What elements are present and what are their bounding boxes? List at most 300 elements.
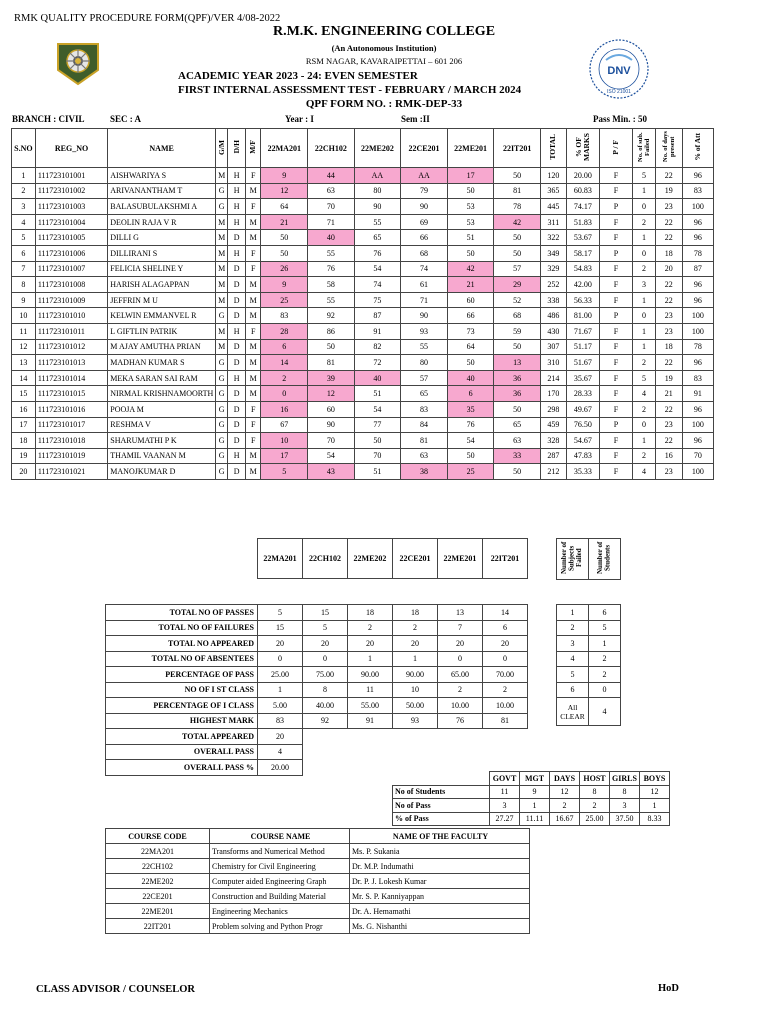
subjects-failed: 5 — [633, 168, 656, 184]
summary-row — [106, 605, 528, 621]
student-name: MANOJKUMAR D — [108, 464, 216, 480]
summary-empty — [303, 744, 348, 760]
summary-label: PERCENTAGE OF PASS — [106, 667, 258, 683]
col-dh: D/H — [228, 129, 246, 168]
autonomous-label: (An Autonomous Institution) — [331, 43, 437, 53]
subject-mark: 52 — [494, 292, 541, 308]
subject-mark: 6 — [261, 339, 308, 355]
course-code-header: COURSE CODE — [106, 829, 210, 844]
student-name: M AJAY AMUTHA PRIAN — [108, 339, 216, 355]
table-row — [12, 308, 714, 324]
category-header: HOST — [580, 772, 610, 786]
summary-value: 81 — [483, 713, 528, 729]
subject-mark: 82 — [354, 339, 401, 355]
days-present: 16 — [655, 448, 682, 464]
pass-min-label: Pass Min. : 50 — [593, 114, 647, 124]
subject-mark: 9 — [261, 277, 308, 293]
student-name: MEKA SARAN SAI RAM — [108, 370, 216, 386]
students-count: 5 — [589, 620, 621, 636]
category-corner — [393, 772, 490, 786]
summary-value: 75.00 — [303, 667, 348, 683]
summary-empty — [438, 729, 483, 745]
failure-count-header — [556, 538, 621, 580]
subject-mark: 50 — [494, 339, 541, 355]
subject-mark: 50 — [308, 339, 355, 355]
col-22ma201: 22MA201 — [261, 129, 308, 168]
subject-mark: 63 — [401, 448, 448, 464]
serial-number: 2 — [12, 183, 36, 199]
quota: G — [215, 433, 227, 449]
reg-number: 111723101010 — [35, 308, 107, 324]
summary-row — [106, 667, 528, 683]
percent-marks: 28.33 — [566, 386, 599, 402]
percent-marks: 35.67 — [566, 370, 599, 386]
student-name: SHARUMATHI P K — [108, 433, 216, 449]
percent-marks: 74.17 — [566, 199, 599, 215]
percent-marks: 47.83 — [566, 448, 599, 464]
quota: G — [215, 448, 227, 464]
summary-value: 10 — [393, 682, 438, 698]
summary-value: 0 — [303, 651, 348, 667]
summary-label: OVERALL PASS — [106, 744, 258, 760]
summary-value: 25.00 — [258, 667, 303, 683]
gender: F — [245, 245, 261, 261]
subject-mark: 59 — [494, 323, 541, 339]
days-present: 22 — [655, 433, 682, 449]
summary-value: 2 — [483, 682, 528, 698]
percent-marks: 60.83 — [566, 183, 599, 199]
days-present: 22 — [655, 277, 682, 293]
days-present: 18 — [655, 245, 682, 261]
pass-fail: F — [599, 230, 632, 246]
summary-empty — [303, 729, 348, 745]
col-sno: S.NO — [12, 129, 36, 168]
summary-empty — [483, 744, 528, 760]
subject-mark: 16 — [261, 401, 308, 417]
student-name: KELWIN EMMANVEL R — [108, 308, 216, 324]
category-header: BOYS — [640, 772, 670, 786]
subject-mark: 2 — [261, 370, 308, 386]
test-name: FIRST INTERNAL ASSESSMENT TEST - FEBRUARY / MARCH 2024 — [178, 84, 522, 96]
days-present: 22 — [655, 168, 682, 184]
serial-number: 15 — [12, 386, 36, 402]
subjects-failed: 0 — [633, 199, 656, 215]
percent-marks: 53.67 — [566, 230, 599, 246]
col-mf: M/F — [245, 129, 261, 168]
category-value: 12 — [640, 785, 670, 799]
total-marks: 445 — [540, 199, 566, 215]
subject-mark: 33 — [494, 448, 541, 464]
category-value: 16.67 — [550, 812, 580, 826]
category-row — [393, 812, 670, 826]
days-present: 22 — [655, 230, 682, 246]
summary-empty — [483, 729, 528, 745]
subject-mark: 83 — [401, 401, 448, 417]
category-value: 2 — [550, 799, 580, 813]
subject-mark: 66 — [401, 230, 448, 246]
subject-mark: 70 — [308, 199, 355, 215]
col-22ce201: 22CE201 — [401, 129, 448, 168]
summary-value: 18 — [348, 605, 393, 621]
total-marks: 486 — [540, 308, 566, 324]
subject-mark: 81 — [494, 183, 541, 199]
subject-mark: 12 — [261, 183, 308, 199]
subject-mark: 61 — [401, 277, 448, 293]
faculty-name: Dr. M.P. Indumathi — [350, 859, 530, 874]
summary-table-body — [106, 605, 528, 776]
attendance-percent: 96 — [682, 401, 713, 417]
day-hostel: D — [228, 308, 246, 324]
subjects-failed: 1 — [633, 292, 656, 308]
quota: M — [215, 292, 227, 308]
day-hostel: H — [228, 245, 246, 261]
summary-label: NO OF I ST CLASS — [106, 682, 258, 698]
pass-fail: F — [599, 323, 632, 339]
subject-mark: 76 — [447, 417, 494, 433]
college-address: RSM NAGAR, KAVARAIPETTAI – 601 206 — [305, 56, 463, 66]
subject-mark: 68 — [401, 245, 448, 261]
summary-value: 11 — [348, 682, 393, 698]
table-row — [12, 245, 714, 261]
subject-mark: 26 — [261, 261, 308, 277]
summary-value: 1 — [393, 651, 438, 667]
summary-row — [106, 713, 528, 729]
gender: M — [245, 370, 261, 386]
subject-mark: 25 — [261, 292, 308, 308]
subjects-failed-count: 6 — [557, 682, 589, 698]
marks-table-body — [12, 168, 714, 480]
table-row — [12, 386, 714, 402]
failure-count-row — [557, 682, 621, 698]
pass-fail: F — [599, 292, 632, 308]
students-count: 4 — [589, 698, 621, 726]
students-count: 2 — [589, 667, 621, 683]
subject-mark: 51 — [354, 386, 401, 402]
subject-mark: 71 — [401, 292, 448, 308]
subjects-failed: 2 — [633, 448, 656, 464]
days-present: 19 — [655, 183, 682, 199]
reg-number: 111723101012 — [35, 339, 107, 355]
class-info-row — [12, 114, 712, 126]
pass-fail: F — [599, 401, 632, 417]
serial-number: 9 — [12, 292, 36, 308]
subjects-failed: 1 — [633, 323, 656, 339]
reg-number: 111723101017 — [35, 417, 107, 433]
col-pass-fail: P / F — [599, 129, 632, 168]
summary-value: 4 — [258, 744, 303, 760]
students-count: 2 — [589, 651, 621, 667]
summary-value: 10.00 — [483, 698, 528, 714]
qpf-reference: RMK QUALITY PROCEDURE FORM(QPF)/VER 4/08-2022 — [14, 13, 281, 24]
subject-mark: 17 — [261, 448, 308, 464]
pass-fail: F — [599, 386, 632, 402]
pass-fail: P — [599, 245, 632, 261]
table-row — [12, 323, 714, 339]
col-22me201: 22ME201 — [447, 129, 494, 168]
col-22me202: 22ME202 — [354, 129, 401, 168]
subject-mark: 63 — [494, 433, 541, 449]
subject-mark: 80 — [401, 355, 448, 371]
total-marks: 212 — [540, 464, 566, 480]
subject-mark: 36 — [494, 370, 541, 386]
subject-mark: 84 — [401, 417, 448, 433]
reg-number: 111723101021 — [35, 464, 107, 480]
students-count: 1 — [589, 636, 621, 652]
faculty-name: Mr. S. P. Kanniyappan — [350, 889, 530, 904]
subject-mark: 21 — [447, 277, 494, 293]
category-value: 2 — [580, 799, 610, 813]
summary-label: OVERALL PASS % — [106, 760, 258, 776]
total-marks: 307 — [540, 339, 566, 355]
days-present: 18 — [655, 339, 682, 355]
quota: M — [215, 261, 227, 277]
subject-mark: 68 — [494, 308, 541, 324]
student-name: L GIFTLIN PATRIK — [108, 323, 216, 339]
category-value: 25.00 — [580, 812, 610, 826]
category-value: 11.11 — [520, 812, 550, 826]
course-row — [106, 919, 530, 934]
subject-mark: AA — [354, 168, 401, 184]
summary-value: 55.00 — [348, 698, 393, 714]
subject-mark: 57 — [494, 261, 541, 277]
qpf-form-number: QPF FORM NO. : RMK-DEP-33 — [305, 98, 463, 110]
quota: G — [215, 183, 227, 199]
percent-marks: 54.83 — [566, 261, 599, 277]
subjects-failed: 5 — [633, 370, 656, 386]
gender: M — [245, 386, 261, 402]
summary-value: 2 — [348, 620, 393, 636]
failure-count-row — [557, 667, 621, 683]
gender: M — [245, 448, 261, 464]
subject-mark: 63 — [308, 183, 355, 199]
subject-mark: 29 — [494, 277, 541, 293]
pass-fail: F — [599, 277, 632, 293]
subject-mark: 21 — [261, 214, 308, 230]
subjects-failed: 1 — [633, 433, 656, 449]
college-name: R.M.K. ENGINEERING COLLEGE — [272, 24, 496, 39]
subjects-failed-count: 4 — [557, 651, 589, 667]
day-hostel: D — [228, 230, 246, 246]
branch-label: BRANCH : CIVIL — [12, 114, 85, 124]
table-row — [12, 464, 714, 480]
subject-mark: 44 — [308, 168, 355, 184]
total-marks: 365 — [540, 183, 566, 199]
subject-mark: 70 — [308, 433, 355, 449]
summary-value: 92 — [303, 713, 348, 729]
category-value: 3 — [610, 799, 640, 813]
faculty-name: Ms. G. Nishanthi — [350, 919, 530, 934]
summary-value: 20 — [438, 636, 483, 652]
summary-empty — [303, 760, 348, 776]
marks-table — [11, 128, 714, 480]
subject-mark: 76 — [354, 245, 401, 261]
subject-mark: 64 — [261, 199, 308, 215]
course-name: Transforms and Numerical Method — [210, 844, 350, 859]
gender: F — [245, 401, 261, 417]
subject-mark: 54 — [447, 433, 494, 449]
reg-number: 111723101008 — [35, 277, 107, 293]
subjects-failed-count: 2 — [557, 620, 589, 636]
summary-value: 20 — [258, 636, 303, 652]
col-attendance: % of Att — [682, 129, 713, 168]
table-row — [12, 401, 714, 417]
total-marks: 349 — [540, 245, 566, 261]
gender: F — [245, 433, 261, 449]
category-value: 9 — [520, 785, 550, 799]
quota: M — [215, 214, 227, 230]
subject-mark: 80 — [354, 183, 401, 199]
summary-empty — [438, 744, 483, 760]
subject-mark: 76 — [308, 261, 355, 277]
total-marks: 322 — [540, 230, 566, 246]
subject-mark: 55 — [401, 339, 448, 355]
category-header: GOVT — [490, 772, 520, 786]
total-marks: 328 — [540, 433, 566, 449]
subject-mark: 93 — [401, 323, 448, 339]
percent-marks: 81.00 — [566, 308, 599, 324]
quota: G — [215, 464, 227, 480]
subject-mark: 79 — [401, 183, 448, 199]
gender: M — [245, 230, 261, 246]
svg-text:ISO 21001: ISO 21001 — [607, 89, 631, 95]
gender: M — [245, 308, 261, 324]
subject-mark: 50 — [447, 448, 494, 464]
summary-empty — [348, 760, 393, 776]
summary-value: 91 — [348, 713, 393, 729]
gender: M — [245, 339, 261, 355]
attendance-percent: 83 — [682, 370, 713, 386]
subject-mark: 53 — [447, 214, 494, 230]
table-row — [12, 339, 714, 355]
summary-value: 20.00 — [258, 760, 303, 776]
summary-value: 90.00 — [348, 667, 393, 683]
course-code: 22CH102 — [106, 859, 210, 874]
percent-marks: 51.67 — [566, 355, 599, 371]
summary-empty — [348, 729, 393, 745]
quota: M — [215, 339, 227, 355]
summary-value: 15 — [303, 605, 348, 621]
reg-number: 111723101004 — [35, 214, 107, 230]
serial-number: 17 — [12, 417, 36, 433]
col-22it201: 22IT201 — [494, 129, 541, 168]
col-subjects-failed: No. of sub. Failed — [633, 129, 656, 168]
days-present: 19 — [655, 370, 682, 386]
quota: M — [215, 230, 227, 246]
serial-number: 16 — [12, 401, 36, 417]
class-advisor-signature-label: CLASS ADVISOR / COUNSELOR — [36, 984, 195, 995]
course-table-body — [106, 829, 530, 934]
category-value: 37.50 — [610, 812, 640, 826]
day-hostel: D — [228, 261, 246, 277]
table-row — [12, 417, 714, 433]
reg-number: 111723101015 — [35, 386, 107, 402]
gender: M — [245, 292, 261, 308]
day-hostel: H — [228, 370, 246, 386]
category-value: 27.27 — [490, 812, 520, 826]
subject-mark: 38 — [401, 464, 448, 480]
subject-mark: 92 — [308, 308, 355, 324]
summary-subject-header-row — [258, 539, 528, 579]
category-row — [393, 799, 670, 813]
subject-mark: 54 — [354, 401, 401, 417]
category-table-body — [393, 772, 670, 826]
subject-mark: 0 — [261, 386, 308, 402]
summary-value: 18 — [393, 605, 438, 621]
days-present: 22 — [655, 214, 682, 230]
course-code: 22ME202 — [106, 874, 210, 889]
table-row — [12, 355, 714, 371]
course-row — [106, 844, 530, 859]
subject-mark: 55 — [308, 292, 355, 308]
subject-mark: 50 — [494, 168, 541, 184]
subject-mark: 50 — [494, 401, 541, 417]
day-hostel: D — [228, 292, 246, 308]
pass-fail: P — [599, 308, 632, 324]
subject-mark: 50 — [494, 230, 541, 246]
subjects-failed-count: 3 — [557, 636, 589, 652]
serial-number: 1 — [12, 168, 36, 184]
subject-mark: 50 — [261, 230, 308, 246]
subject-mark: 65 — [354, 230, 401, 246]
quota: M — [215, 323, 227, 339]
total-marks: 287 — [540, 448, 566, 464]
attendance-percent: 91 — [682, 386, 713, 402]
semester-label: Sem :II — [401, 114, 430, 124]
percent-marks: 76.50 — [566, 417, 599, 433]
student-name: FELICIA SHELINE Y — [108, 261, 216, 277]
attendance-percent: 87 — [682, 261, 713, 277]
total-marks: 298 — [540, 401, 566, 417]
subject-mark: 90 — [401, 308, 448, 324]
failure-count-row — [557, 636, 621, 652]
serial-number: 18 — [12, 433, 36, 449]
serial-number: 12 — [12, 339, 36, 355]
attendance-percent: 70 — [682, 448, 713, 464]
summary-value: 15 — [258, 620, 303, 636]
days-present: 22 — [655, 355, 682, 371]
subject-mark: 50 — [447, 245, 494, 261]
subject-mark: 66 — [447, 308, 494, 324]
reg-number: 111723101016 — [35, 401, 107, 417]
students-count: 6 — [589, 605, 621, 621]
attendance-percent: 83 — [682, 183, 713, 199]
failure-count-header-row — [557, 539, 621, 580]
day-hostel: H — [228, 168, 246, 184]
marks-table-header — [12, 129, 714, 168]
subject-mark: 90 — [401, 199, 448, 215]
summary-table — [105, 604, 528, 776]
serial-number: 19 — [12, 448, 36, 464]
subjects-failed-count: 1 — [557, 605, 589, 621]
subjects-failed-header: Number of Subjects Failed — [557, 539, 589, 580]
attendance-percent: 78 — [682, 339, 713, 355]
percent-marks: 58.17 — [566, 245, 599, 261]
days-present: 20 — [655, 261, 682, 277]
serial-number: 10 — [12, 308, 36, 324]
hod-signature-label: HoD — [658, 983, 679, 994]
subjects-failed: 2 — [633, 355, 656, 371]
gender: F — [245, 261, 261, 277]
table-row — [12, 261, 714, 277]
student-name: RESHMA V — [108, 417, 216, 433]
category-value: 12 — [550, 785, 580, 799]
course-code: 22ME201 — [106, 904, 210, 919]
subject-mark: 25 — [447, 464, 494, 480]
summary-subject-code: 22MA201 — [258, 539, 303, 579]
subject-mark: 40 — [447, 370, 494, 386]
summary-label: HIGHEST MARK — [106, 713, 258, 729]
day-hostel: H — [228, 214, 246, 230]
